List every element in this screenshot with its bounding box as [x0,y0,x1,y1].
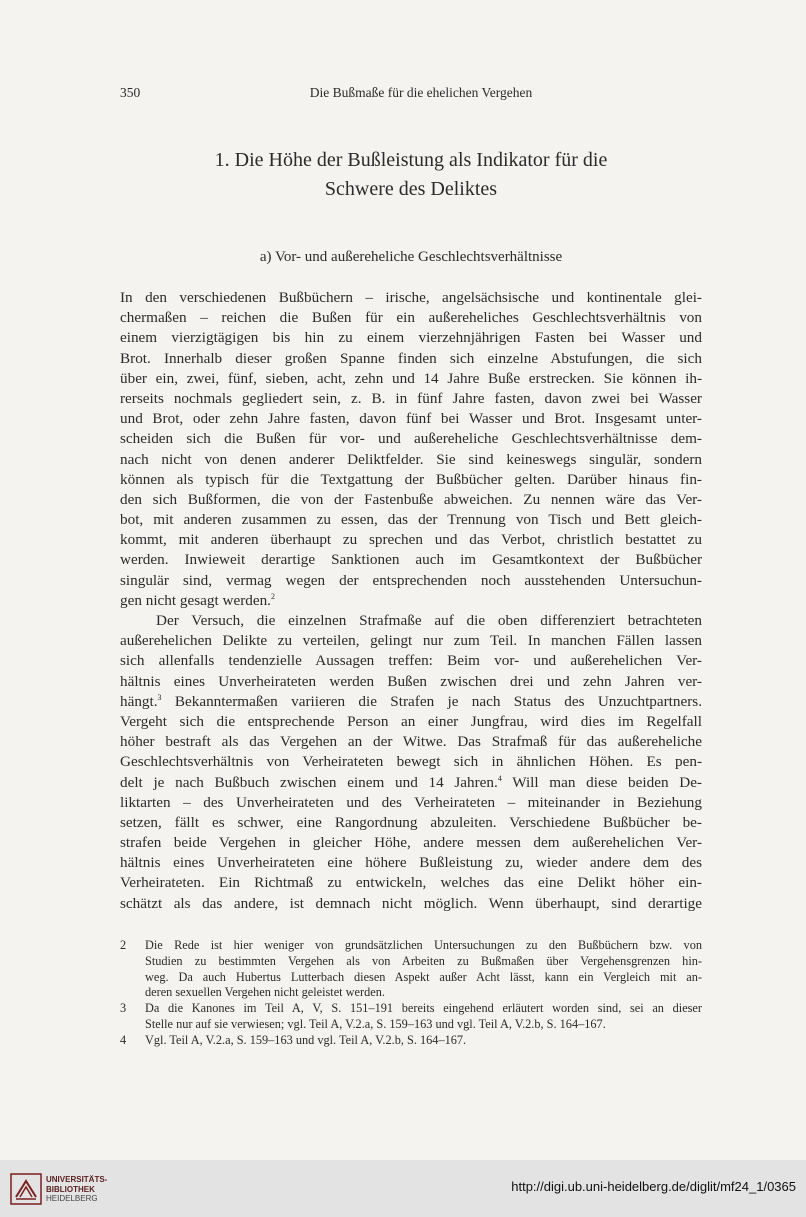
text-line: den sich Bußformen, die von der Fastenbuße abweichen. Zu nennen wäre das Ver- [120,490,702,508]
footnote-line: Die Rede ist hier weniger von grundsätzlichen Untersuchungen zu den Bußbüchern bzw. von [145,938,702,952]
library-logo-text: UNIVERSITÄTS- BIBLIOTHEK HEIDELBERG [46,1175,108,1203]
text-line: außerehelichen Delikte zu verteilen, gelingt nur zum Teil. In manchen Fällen lassen [120,632,702,650]
footnote [120,1033,702,1049]
section-title: a) Vor- und außereheliche Geschlechtsverhältnisse [259,249,563,265]
library-logo-icon [10,1173,42,1205]
running-head [120,85,702,105]
text-line: sich allenfalls tendenzielle Aussagen treffen: Beim vor- und außerehelichen Ver- [120,652,702,670]
text-line: singulär sind, vermag wegen der entsprechenden noch ausstehenden Untersuchun- [120,571,702,589]
page-number: 350 [120,85,141,100]
footnote-number: 2 [120,938,127,952]
body-text [120,288,702,914]
footnote [120,938,702,1001]
text-line: Geschlechtsverhältnis von Verheirateten bewegt sich in ähnlichen Höhen. Es pen- [120,753,702,771]
text-line: delt je nach Bußbuch zwischen einem und 14 Jahren.$^4$ Will man diese beiden De- [120,773,702,791]
text-line: setzen, fällt es schwer, eine Rangordnung abzuleiten. Verschiedene Bußbücher be- [120,813,702,831]
text-line: bot, mit anderen zusammen zu essen, das der Trennung von Tisch und Bett gleich- [120,511,702,529]
footnote-number: 3 [120,1001,127,1016]
footnote [120,1001,702,1033]
text-line: kommt, mit anderen überhaupt zu sprechen und das Verbot, christlich bestattet zu [120,531,702,549]
text-line: nach nicht von denen anderer Deliktfelder. Sie sind keineswegs singulär, sondern [120,450,702,468]
text-line: schätzt als das andere, ist demnach nicht möglich. Wenn überhaupt, sind derartige [120,894,702,912]
footnotes [120,938,702,1049]
text-line: chermaßen – reichen die Bußen für ein außereheliches Geschlechtsverhältnis von [120,309,702,327]
text-line: rerseits nochmals gegliedert sein, z. B. in fünf Jahre fasten, davon zwei bei Wasser [120,389,702,407]
library-logo[interactable] [10,1173,120,1207]
text-line: und Brot, oder zehn Jahre fasten, davon fünf bei Wasser und Brot. Insgesamt unter- [120,410,702,428]
text-line: liktarten – des Unverheirateten und des Verheirateten – miteinander in Beziehung [120,793,702,811]
text-line: strafen beide Vergehen in gleicher Höhe, andere messen dem außerehelichen Ver- [120,834,702,852]
footnote-line: Da die Kanones im Teil A, V, S. 151–191 bereits eingehend erläutert worden sind, sei an dieser [145,1001,702,1016]
text-line: hängt.$^3$ Bekanntermaßen variieren die Strafen je nach Status des Unzuchtpartners. [120,692,702,710]
text-line: über ein, zwei, fünf, sieben, acht, zehn und 14 Jahre Buße erstrecken. Sie können ih- [120,369,702,387]
text-line: Der Versuch, die einzelnen Strafmaße auf die oben differenziert betrachteten [156,612,702,629]
footnote-line: weg. Da auch Hubertus Lutterbach diesen Aspekt außer Acht lässt, kann ein Vergleich mit an- [145,969,702,984]
text-line: können als typisch für die Textgattung der Bußbücher gelten. Darüber hinaus fin- [120,470,702,488]
viewer-footer [0,1160,806,1217]
footnote-ref[interactable]: 3 [157,692,162,702]
text-line: In den verschiedenen Bußbüchern – irische, angelsächsische und kontinentale glei- [120,289,702,306]
text-line: Brot. Innerhalb dieser großen Spanne finden sich einzelne Abstufungen, die sich [120,349,702,367]
chapter-title-line-2: Schwere des Deliktes [324,178,498,200]
text-line: höher bestraft als das Vergehen an der Witwe. Das Strafmaß für das außereheliche [120,733,702,751]
footnote-line: Stelle nur auf sie verwiesen; vgl. Teil A, V.2.a, S. 159–163 und vgl. Teil A, V.2.b, S. 164–167. [145,1016,606,1031]
footnote-ref[interactable]: 4 [497,773,502,783]
footnote-ref[interactable]: 2 [270,591,275,601]
text-line: Vergeht sich die entsprechende Person an einer Jungfrau, wird dies im Regelfall [120,712,702,730]
footnote-line: deren sexuellen Vergehen nicht geleistet werden. [145,985,385,1000]
text-line: einem vierzigtägigen bis hin zu einem vierzehnjährigen Fasten bei Wasser und [120,329,702,347]
text-line: hältnis eines Unverheirateten werden Bußen zwischen drei und zehn Jahren ver- [120,672,702,690]
text-line: gen nicht gesagt werden.$^2$ [120,591,275,609]
chapter-title [120,146,702,204]
text-line: scheiden sich die Bußen für vor- und außereheliche Geschlechtsverhältnisse dem- [120,430,702,448]
footnote-line: Vgl. Teil A, V.2.a, S. 159–163 und vgl. Teil A, V.2.b, S. 164–167. [145,1032,467,1047]
text-line: werden. Inwieweit derartige Sanktionen auch im Gesamtkontext der Bußbücher [120,551,702,569]
text-line: Verheirateten. Ein Richtmaß zu entwickeln, welches das eine Delikt höher ein- [120,874,702,892]
chapter-title-line-1: 1. Die Höhe der Bußleistung als Indikator für die [214,149,608,171]
footnote-line: Studien zu bestimmten Vergehen als von Arbeiten zu Bußmaßen über Vergehensgrenzen hin- [145,953,702,968]
footnote-number: 4 [120,1032,127,1047]
running-title: Die Bußmaße für die ehelichen Vergehen [309,85,533,100]
permalink-url[interactable]: http://digi.ub.uni-heidelberg.de/diglit/mf24_1/0365 [511,1179,796,1194]
text-line: hältnis eines Unverheirateten eine höhere Bußleistung zu, wieder andere dem des [120,854,702,872]
